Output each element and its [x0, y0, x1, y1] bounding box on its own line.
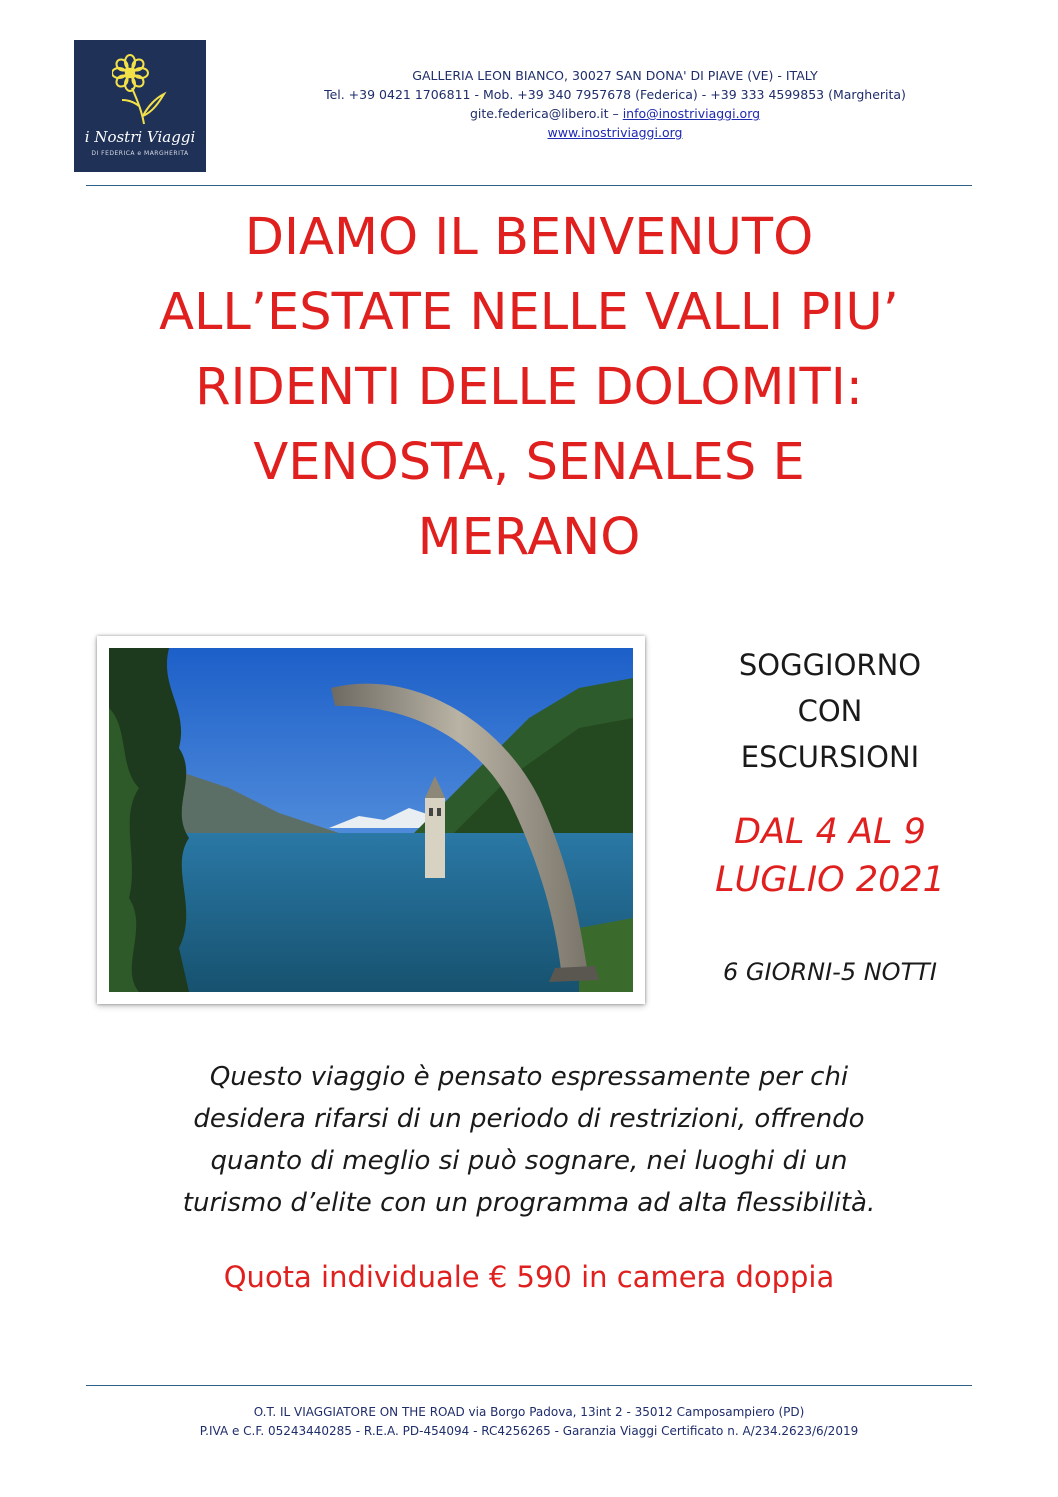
- description-line: quanto di meglio si può sognare, nei luoghi di un: [210, 1146, 848, 1176]
- daisy-flower-icon: [112, 54, 168, 126]
- title-line: VENOSTA, SENALES E: [253, 433, 805, 492]
- email-line: [270, 104, 960, 123]
- stay-type-line: ESCURSIONI: [740, 740, 920, 774]
- title-line: MERANO: [417, 508, 641, 567]
- phone-line: Tel. +39 0421 1706811 - Mob. +39 340 7957678 (Federica) - +39 333 4599853 (Margherita): [324, 87, 906, 102]
- logo-name: i Nostri Viaggi: [84, 128, 196, 146]
- company-logo: [74, 40, 206, 172]
- stay-type: [690, 642, 970, 780]
- price-quote: Quota individuale € 590 in camera doppia: [223, 1260, 835, 1294]
- lake-photo: [109, 648, 633, 992]
- website-link[interactable]: www.inostriviaggi.org: [547, 125, 683, 140]
- title-line: RIDENTI DELLE DOLOMITI:: [195, 358, 863, 417]
- description-line: desidera rifarsi di un periodo di restrizioni, offrendo: [193, 1104, 865, 1134]
- page-title: [40, 200, 1018, 575]
- address-line: GALLERIA LEON BIANCO, 30027 SAN DONA' DI PIAVE (VE) - ITALY: [412, 68, 818, 83]
- website-line: [270, 123, 960, 142]
- title-line: DIAMO IL BENVENUTO: [244, 208, 814, 267]
- trip-dates-line: LUGLIO 2021: [715, 860, 945, 900]
- description-line: turismo d’elite con un programma ad alta flessibilità.: [182, 1188, 876, 1218]
- email-plain: gite.federica@libero.it –: [469, 106, 623, 121]
- email-link[interactable]: info@inostriviaggi.org: [622, 106, 761, 121]
- contact-block: [270, 66, 960, 142]
- footer: [60, 1403, 998, 1441]
- footer-divider: [86, 1385, 972, 1386]
- stay-type-line: CON: [797, 694, 863, 728]
- logo-subtitle: DI FEDERICA e MARGHERITA: [91, 150, 189, 157]
- trip-duration: 6 GIORNI-5 NOTTI: [723, 958, 937, 986]
- title-line: ALL’ESTATE NELLE VALLI PIU’: [159, 283, 899, 342]
- description-line: Questo viaggio è pensato espressamente per chi: [209, 1062, 849, 1092]
- footer-line: P.IVA e C.F. 05243440285 - R.E.A. PD-454094 - RC4256265 - Garanzia Viaggi Certificato n. A/234.2623/6/2019: [199, 1424, 859, 1438]
- trip-dates: [690, 808, 970, 904]
- lake-photo-frame: [97, 636, 645, 1004]
- trip-dates-line: DAL 4 AL 9: [734, 812, 926, 852]
- stay-type-line: SOGGIORNO: [738, 648, 922, 682]
- trip-description: [60, 1056, 998, 1224]
- footer-line: O.T. IL VIAGGIATORE ON THE ROAD via Borgo Padova, 13int 2 - 35012 Camposampiero (PD): [253, 1405, 805, 1419]
- header-divider: [86, 185, 972, 186]
